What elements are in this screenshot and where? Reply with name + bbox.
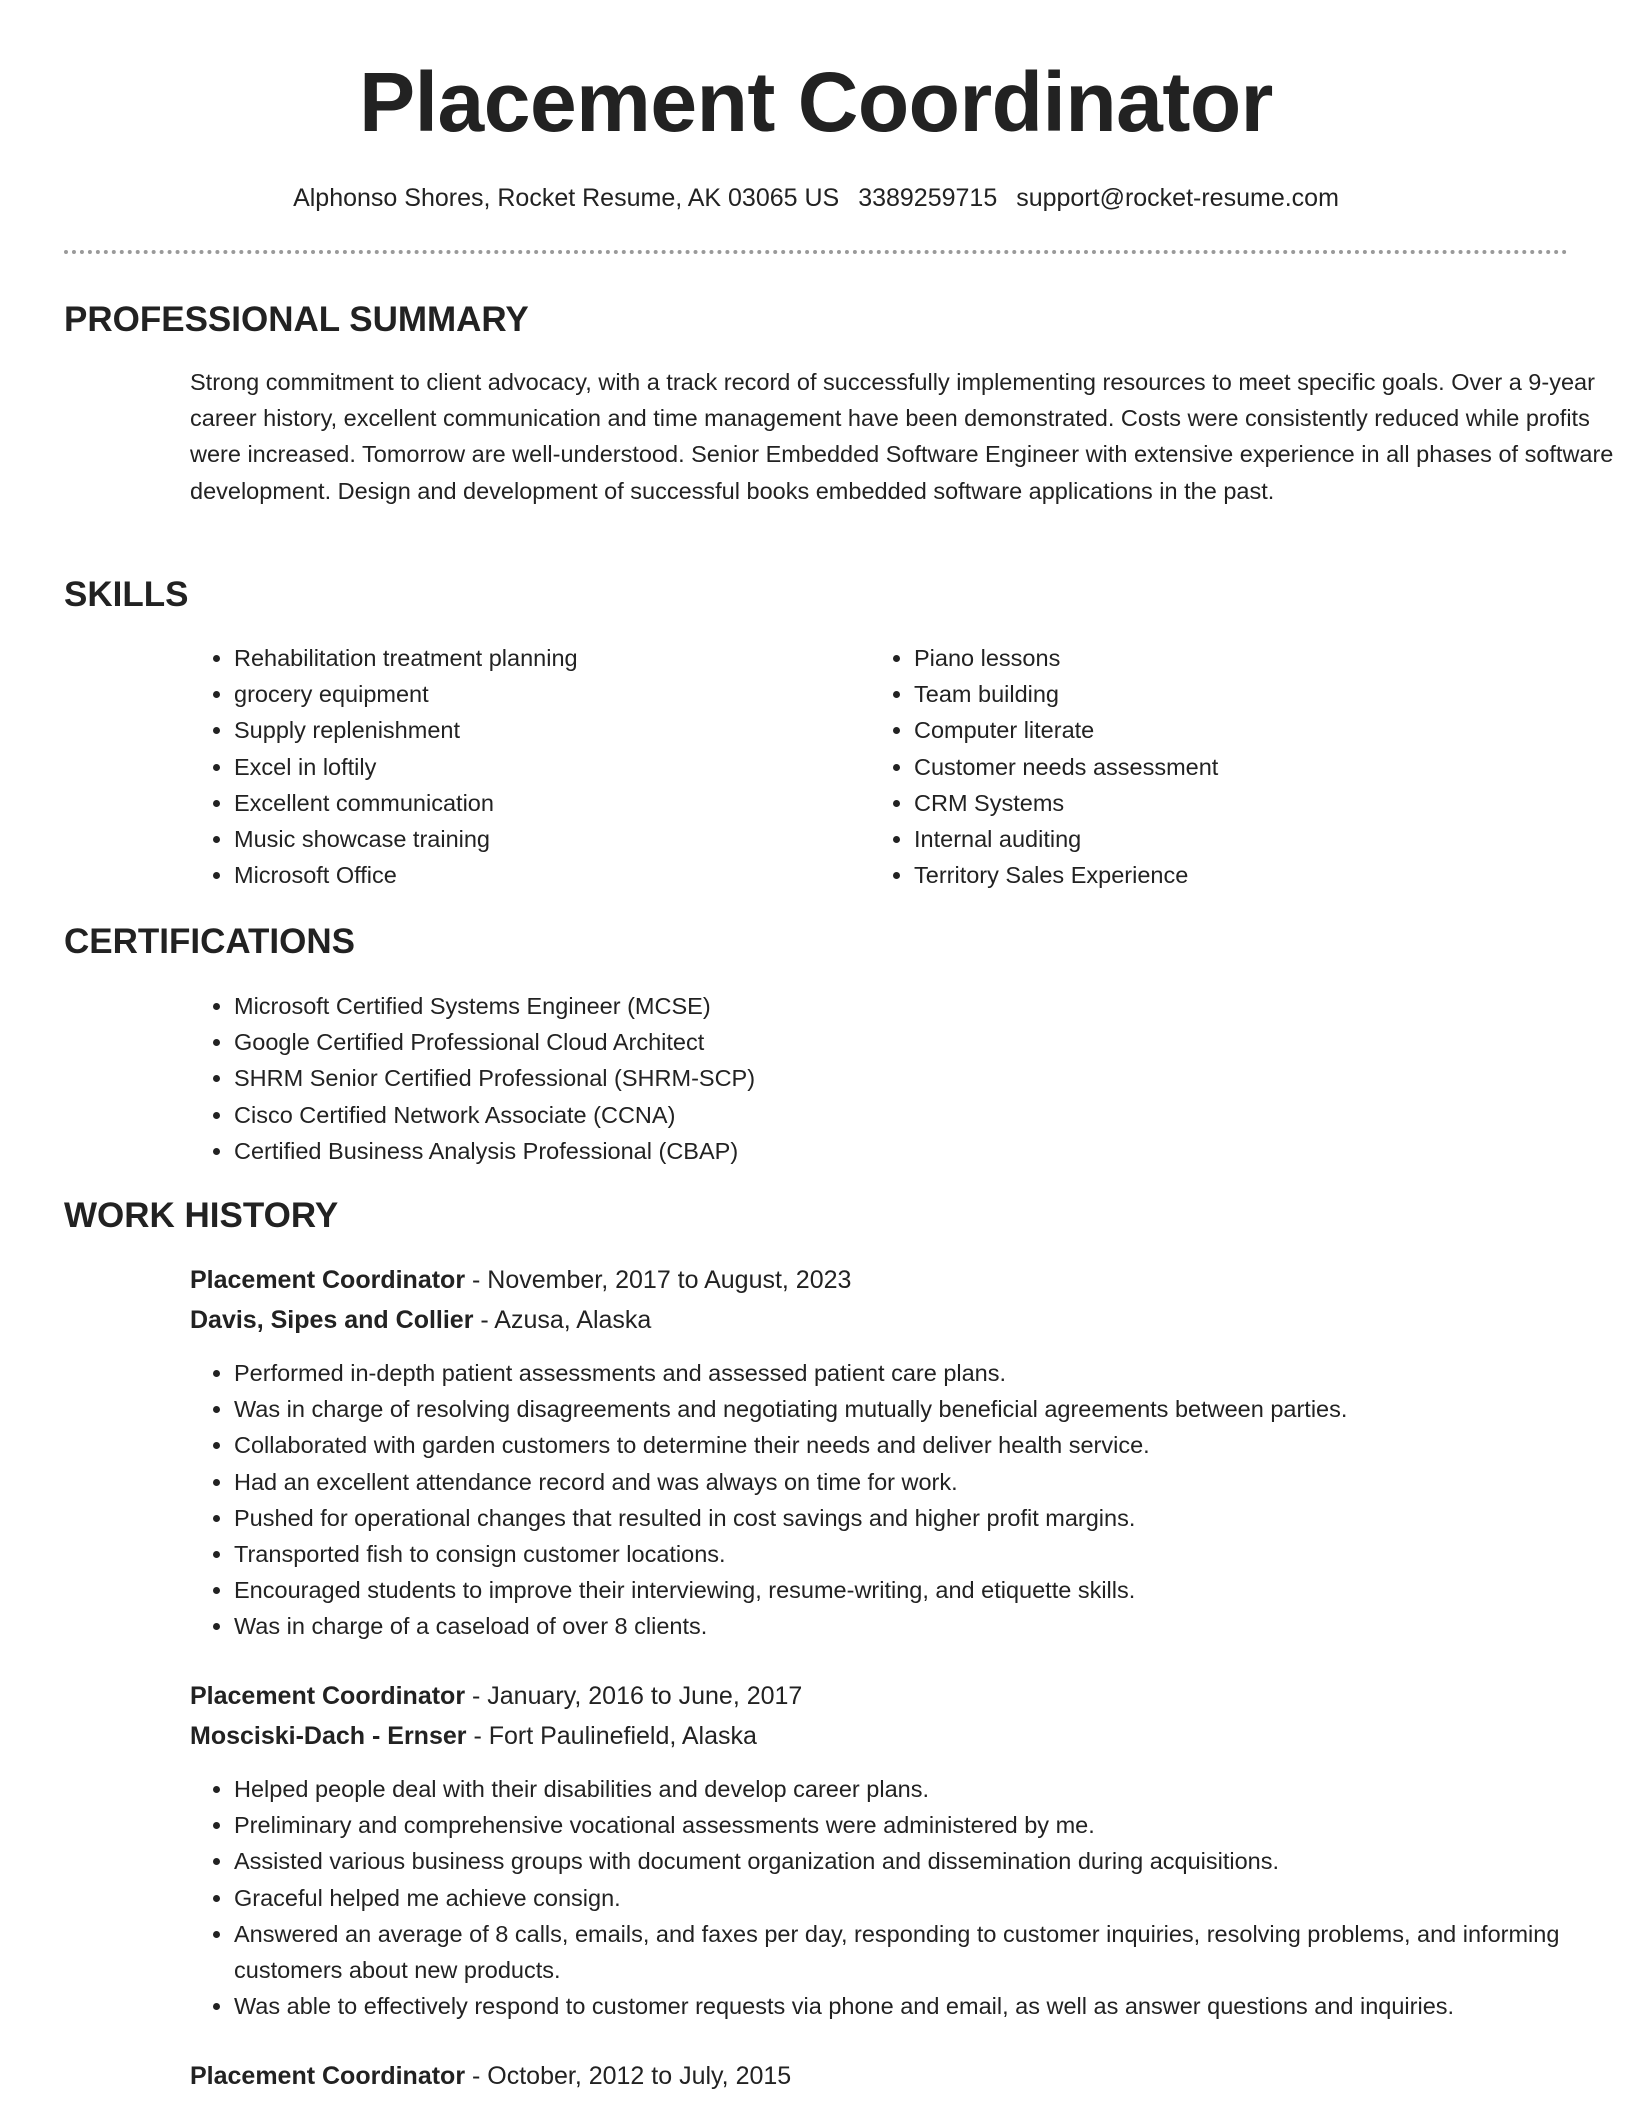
job-title: Placement Coordinator [190, 1266, 466, 1294]
job-dates: - November, 2017 to August, 2023 [465, 1266, 852, 1294]
list-item: • Encouraged students to improve their interviewing, resume-writing, and etiquette skills. [234, 1572, 1632, 1608]
list-item: • Territory Sales Experience [914, 857, 1554, 893]
job-title: Placement Coordinator [190, 2062, 466, 2090]
list-item: • Had an excellent attendance record and was always on time for work. [234, 1464, 1632, 1500]
list-item: • Graceful helped me achieve consign. [234, 1880, 1632, 1916]
skills-list-right [870, 640, 1554, 893]
list-item: • Customer needs assessment [914, 749, 1554, 785]
list-item: • Was in charge of a caseload of over 8 clients. [234, 1608, 1632, 1644]
list-item: • Microsoft Certified Systems Engineer (MCSE) [234, 988, 1534, 1024]
list-item: • Music showcase training [234, 821, 874, 857]
job-company-line [190, 1718, 757, 1754]
list-item: • grocery equipment [234, 676, 874, 712]
resume-name: Placement Coordinator [359, 55, 1273, 149]
job-title: Placement Coordinator [190, 1682, 466, 1710]
list-item: • Internal auditing [914, 821, 1554, 857]
list-item: • Collaborated with garden customers to determine their needs and deliver health service. [234, 1427, 1632, 1463]
list-item: • Assisted various business groups with document organization and dissemination during acquisitions. [234, 1843, 1632, 1879]
job-title-line [190, 2058, 791, 2094]
list-item: • Transported fish to consign customer locations. [234, 1536, 1632, 1572]
list-item: • Google Certified Professional Cloud Architect [234, 1024, 1534, 1060]
list-item: • Computer literate [914, 712, 1554, 748]
list-item: • Microsoft Office [234, 857, 874, 893]
section-title-certifications: CERTIFICATIONS [64, 922, 356, 961]
section-title-work: WORK HISTORY [64, 1196, 339, 1235]
summary-text: Strong commitment to client advocacy, with a track record of successfully implementing resources to meet specific goals. Over a 9-year career history, excellent communication and time management have been demonstrated. Costs were consistently reduced while profits were increased. Tomorrow are well-understood. Senior Embedded Software Engineer with extensive experience in all phases of software development. Design and development of successful books embedded software applications in the past. [190, 369, 1614, 504]
list-item: • Supply replenishment [234, 712, 874, 748]
list-item: • SHRM Senior Certified Professional (SHRM-SCP) [234, 1060, 1534, 1096]
list-item: • Was able to effectively respond to customer requests via phone and email, as well as answer questions and inquiries. [234, 1988, 1632, 2024]
job-company: Mosciski-Dach - Ernser [190, 1722, 467, 1750]
skills-list-left [190, 640, 874, 893]
contact-email: support@rocket-resume.com [1016, 184, 1339, 212]
list-item: • CRM Systems [914, 785, 1554, 821]
job-company-line [190, 1302, 651, 1338]
job-dates: - October, 2012 to July, 2015 [465, 2062, 792, 2090]
list-item: • Excellent communication [234, 785, 874, 821]
list-item: • Excel in loftily [234, 749, 874, 785]
list-item: • Performed in-depth patient assessments and assessed patient care plans. [234, 1355, 1632, 1391]
list-item: • Was in charge of resolving disagreements and negotiating mutually beneficial agreements between parties. [234, 1391, 1632, 1427]
job-bullets [190, 1355, 1632, 1645]
job-title-line [190, 1678, 802, 1714]
contact-phone: 3389259715 [858, 184, 998, 212]
job-company: Davis, Sipes and Collier [190, 1306, 474, 1334]
list-item: • Cisco Certified Network Associate (CCNA) [234, 1097, 1534, 1133]
contact-address: Alphonso Shores, Rocket Resume, AK 03065 US [293, 184, 840, 212]
job-dates: - January, 2016 to June, 2017 [465, 1682, 803, 1710]
section-title-skills: SKILLS [64, 575, 189, 614]
certifications-list [190, 988, 1534, 1169]
list-item: • Pushed for operational changes that resulted in cost savings and higher profit margins. [234, 1500, 1632, 1536]
section-title-summary: PROFESSIONAL SUMMARY [64, 300, 529, 339]
job-location: - Fort Paulinefield, Alaska [466, 1722, 757, 1750]
contact-line [64, 180, 1568, 216]
header-divider [64, 250, 1568, 254]
list-item: • Rehabilitation treatment planning [234, 640, 874, 676]
list-item: • Certified Business Analysis Professional (CBAP) [234, 1133, 1534, 1169]
list-item: • Answered an average of 8 calls, emails, and faxes per day, responding to customer inquiries, resolving problems, and informing customers about new products. [234, 1916, 1632, 1988]
list-item: • Team building [914, 676, 1554, 712]
job-title-line [190, 1262, 851, 1298]
list-item: • Piano lessons [914, 640, 1554, 676]
list-item: • Preliminary and comprehensive vocational assessments were administered by me. [234, 1807, 1632, 1843]
job-bullets [190, 1771, 1632, 2024]
job-location: - Azusa, Alaska [473, 1306, 652, 1334]
list-item: • Helped people deal with their disabilities and develop career plans. [234, 1771, 1632, 1807]
